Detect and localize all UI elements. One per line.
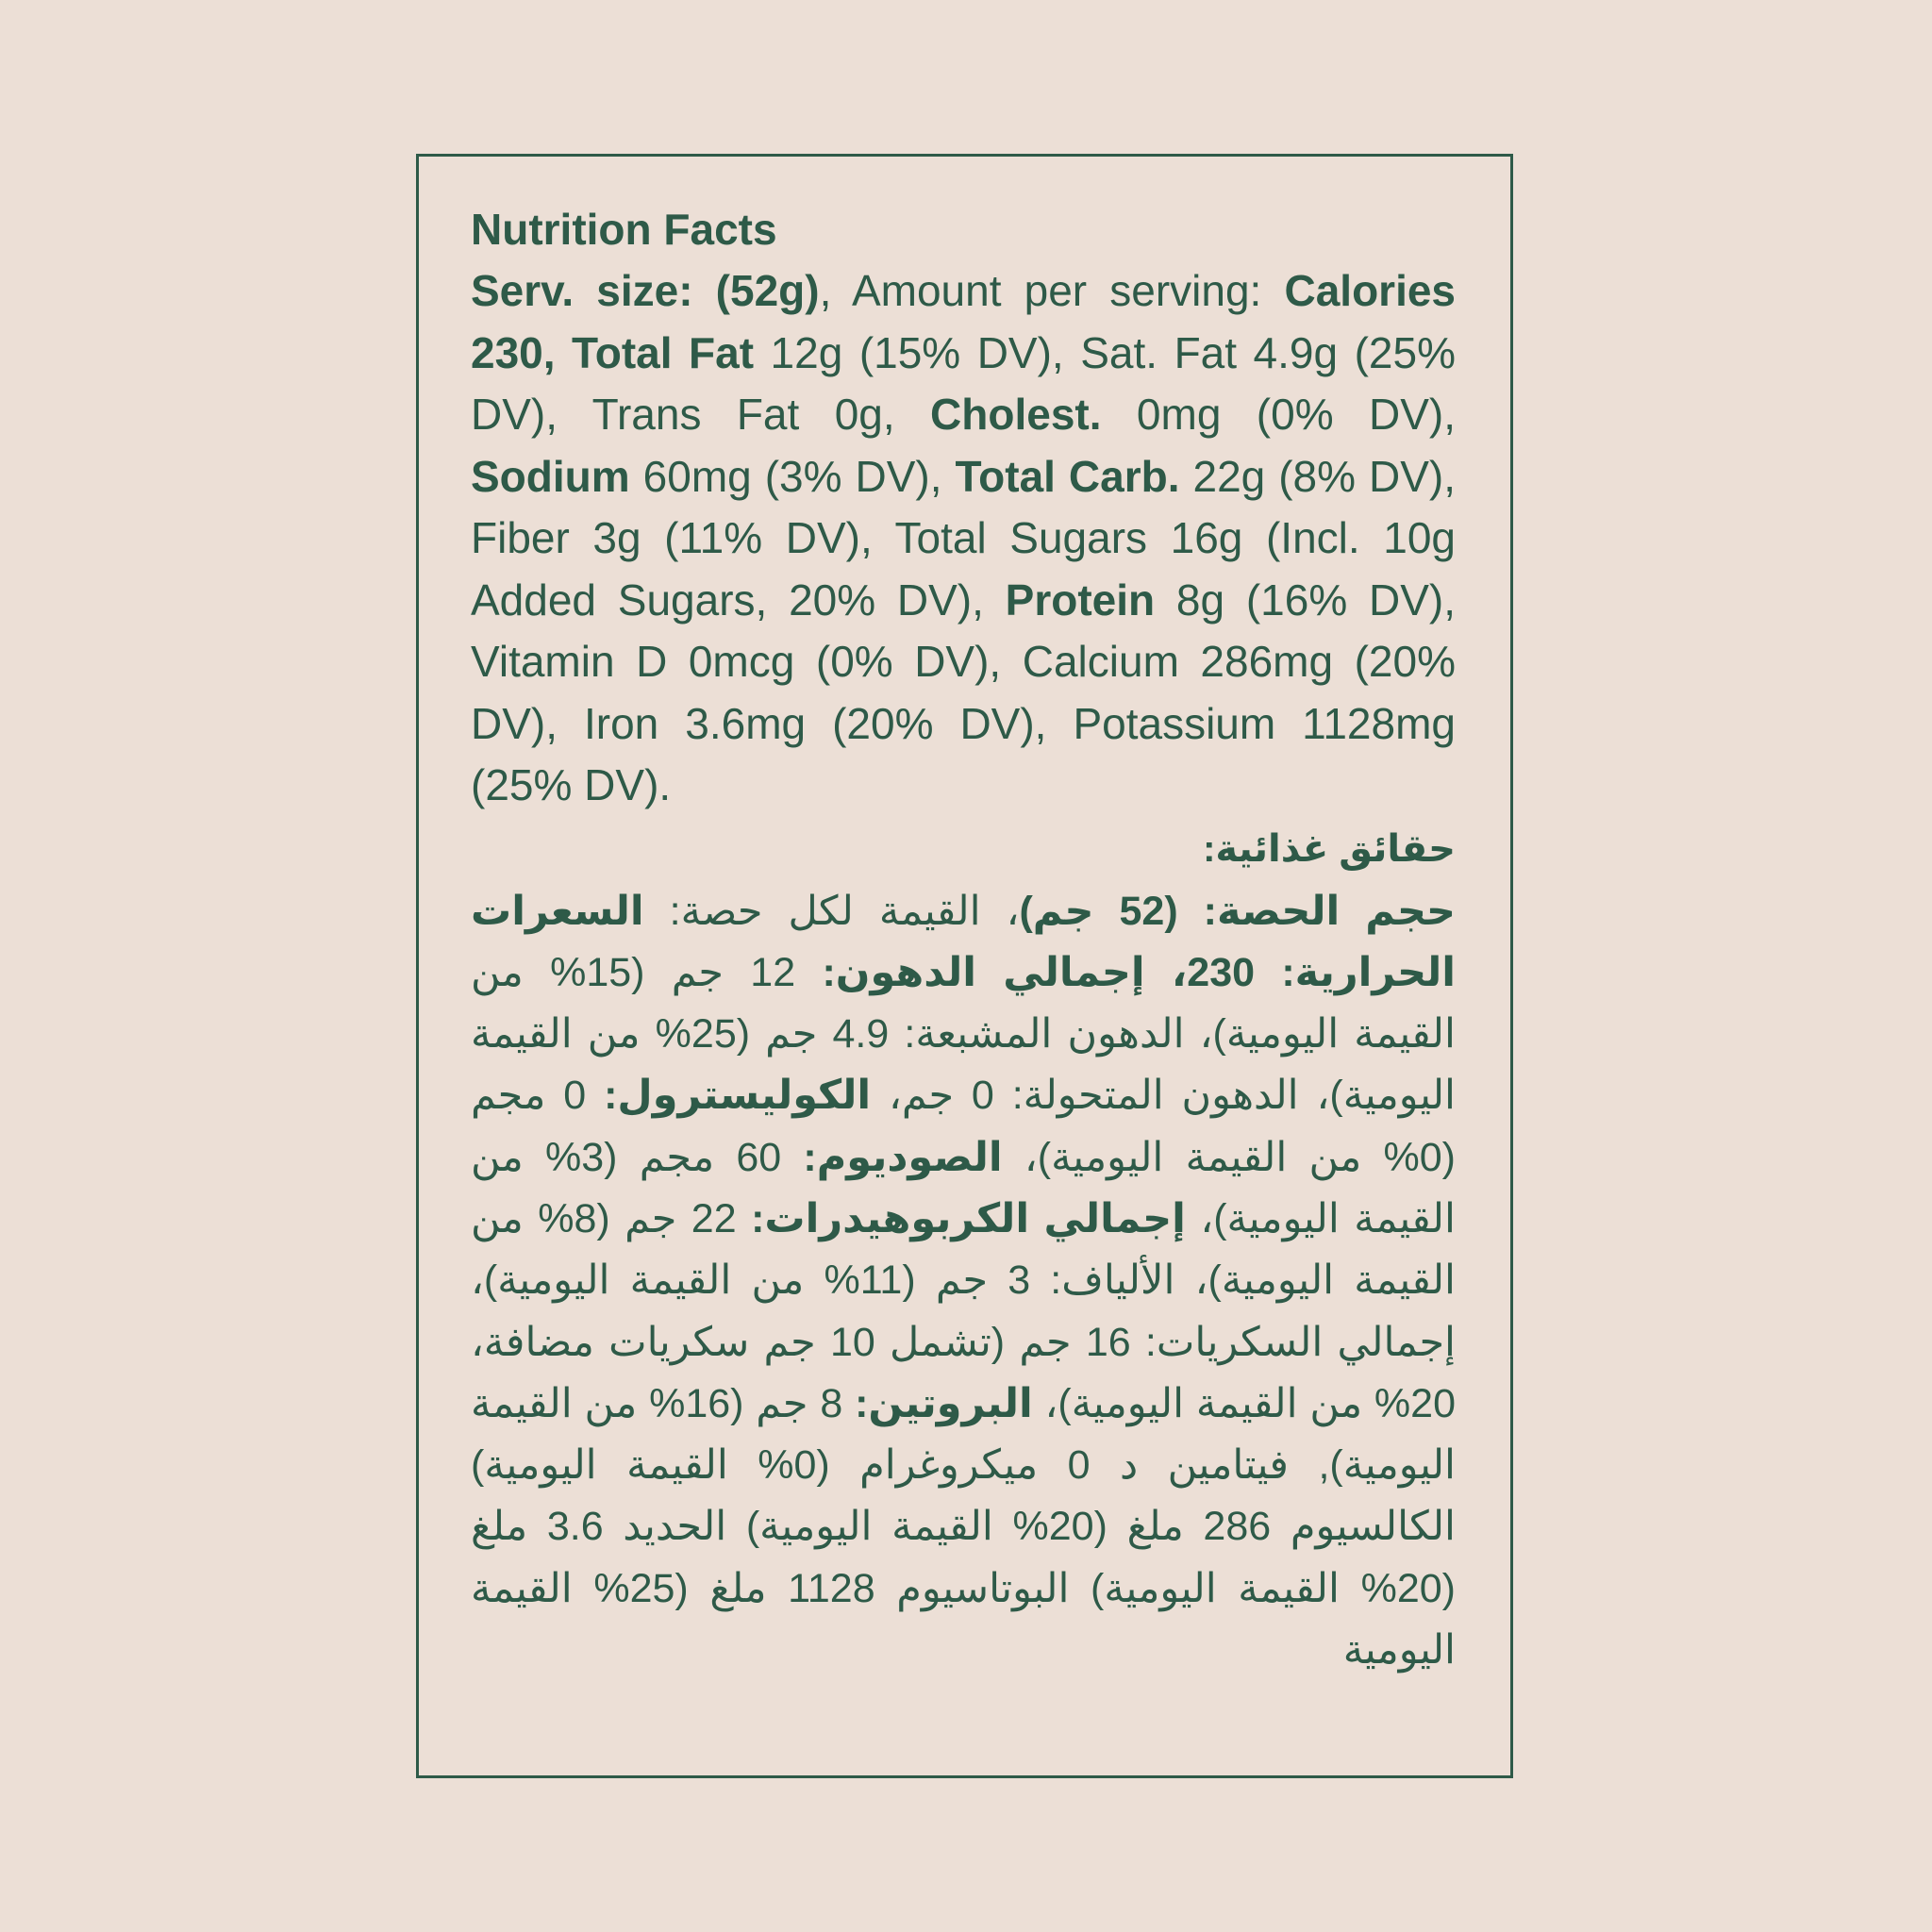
nutrient-label: الكوليسترول: [604,1073,872,1119]
english-title: Nutrition Facts [471,205,777,254]
nutrient-value-text: 12 جم (15% من القيمة اليومية)، الدهون المشبعة: 4.9 جم (25% من القيمة اليومية)، الدهون المتحولة: 0 جم، [471,949,1456,1119]
nutrient-label: Total Carb. [955,451,1180,501]
nutrient-label: إجمالي الكربوهيدرات: [751,1195,1186,1241]
nutrition-label-panel [416,154,1513,1778]
nutrient-value-text: 60mg (3% DV), [629,451,956,501]
nutrient-label: Serv. size: (52g) [471,266,820,315]
nutrient-value-text: 22 جم (8% من القيمة اليومية)، الألياف: 3 جم (11% من القيمة اليومية)، إجمالي السكريات: 16 جم (تشمل 10 جم سكريات مضافة، 20% من القيمة اليومية)، [471,1195,1457,1426]
nutrient-label: Sodium [471,451,630,501]
arabic-title: حقائق غذائية: [1203,827,1456,870]
nutrient-value-text: 0 مجم (0% من القيمة اليومية)، [471,1073,1456,1180]
nutrient-value-text: 12g (15% DV), Sat. Fat 4.9g (25% DV), Trans Fat 0g, [471,327,1456,439]
nutrient-value-text: 8 جم (16% من القيمة اليومية), فيتامين د 0 ميكروغرام (0% القيمة اليومية) الكالسيوم 286 ملغ (20% القيمة اليومية) الحديد 3.6 ملغ (20% القيمة اليومية) البوتاسيوم 1128 ملغ (25% القيمة اليومية [471,1380,1457,1674]
nutrient-label: Cholest. [930,390,1102,439]
arabic-nutrition-text [471,881,1456,1682]
nutrient-label: البروتين: [855,1380,1033,1426]
nutrient-value-text: 60 مجم (3% من القيمة اليومية)، [471,1134,1456,1241]
nutrient-label: Protein [1005,575,1156,625]
nutrient-value-text: 22g (8% DV), Fiber 3g (11% DV), Total Sugars 16g (Incl. 10g Added Sugars, 20% DV), [471,451,1456,625]
nutrient-label: السعرات الحرارية: 230، إجمالي الدهون: [471,888,1456,995]
nutrient-value-text: 0mg (0% DV), [1101,390,1456,439]
nutrient-label: الصوديوم: [803,1134,1003,1180]
english-nutrition-text [471,260,1456,817]
nutrient-label: حجم الحصة: (52 جم) [1019,888,1456,934]
nutrient-value-text: ، القيمة لكل حصة: [643,888,1020,934]
nutrient-value-text: 8g (16% DV), Vitamin D 0mcg (0% DV), Calcium 286mg (20% DV), Iron 3.6mg (20% DV), Potassium 1128mg (25% DV). [471,575,1456,809]
nutrient-label: Calories 230, Total Fat [471,266,1457,377]
nutrient-value-text: , Amount per serving: [819,266,1285,315]
